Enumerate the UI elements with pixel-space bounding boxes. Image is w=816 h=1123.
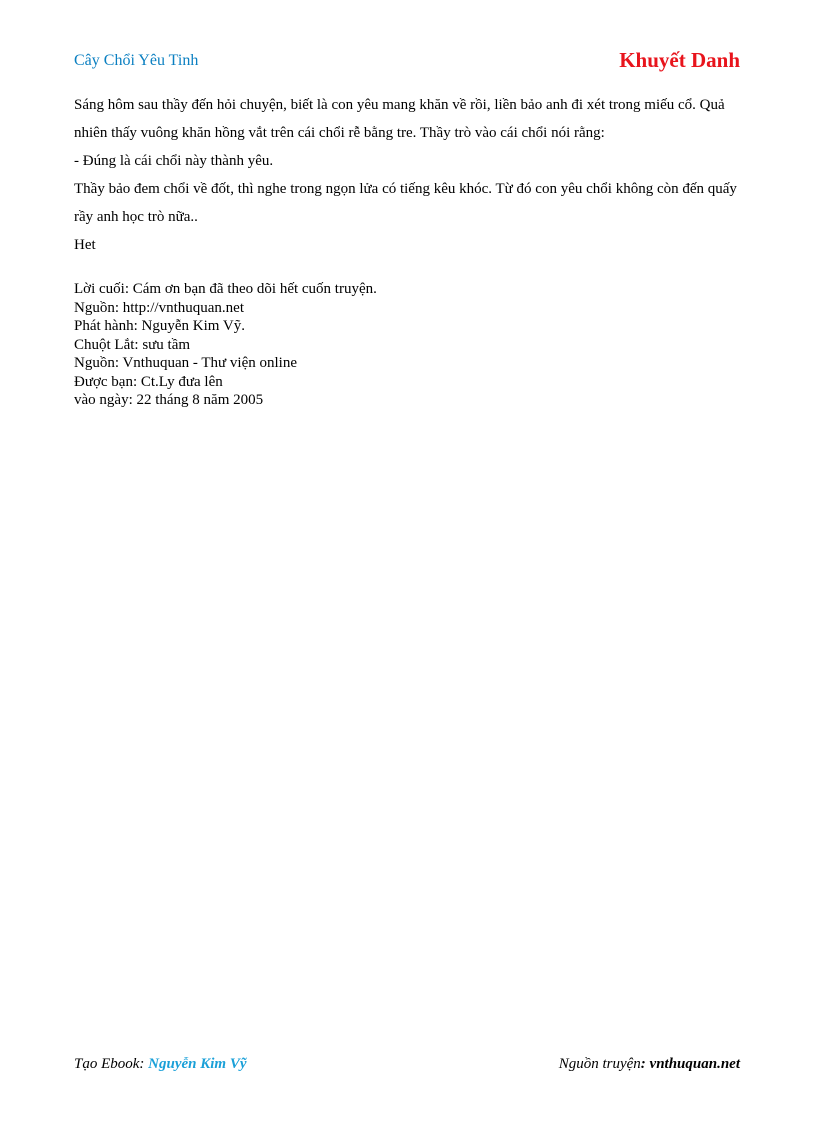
story-paragraph: - Đúng là cái chổi này thành yêu. <box>74 153 274 169</box>
footer-source-label: Nguồn truyện <box>558 1056 641 1072</box>
afterword-block <box>74 280 744 410</box>
page-footer <box>74 1056 740 1078</box>
footer-separator: : <box>139 1056 149 1072</box>
afterword-line: Lời cuối: Cám ơn bạn đã theo dõi hết cuốn truyện. <box>74 281 377 297</box>
footer-source-site: vnthuquan.net <box>649 1056 740 1072</box>
story-paragraph: Thầy bảo đem chổi về đốt, thì nghe trong ngọn lửa có tiếng kêu khóc. Từ đó con yêu chổi không còn đến quấy rầy anh học trò nữa.. <box>74 181 737 225</box>
afterword-line: Nguồn: http://vnthuquan.net <box>74 299 244 316</box>
footer-source-credit <box>559 1056 740 1073</box>
book-title: Cây Chổi Yêu Tinh <box>74 52 199 69</box>
afterword-line: Chuột Lắt: sưu tầm <box>74 336 191 353</box>
story-end-marker: Het <box>74 237 96 253</box>
footer-ebook-label: Tạo Ebook <box>74 1056 140 1072</box>
afterword-line: Phát hành: Nguyễn Kim Vỹ. <box>74 318 245 334</box>
footer-ebook-maker: Nguyễn Kim Vỹ <box>148 1056 247 1072</box>
afterword-line: vào ngày: 22 tháng 8 năm 2005 <box>74 392 264 408</box>
author-name: Khuyết Danh <box>619 48 740 72</box>
story-text <box>74 91 744 259</box>
afterword-line: Được bạn: Ct.Ly đưa lên <box>74 373 223 390</box>
afterword-line: Nguồn: Vnthuquan - Thư viện online <box>74 355 297 371</box>
footer-ebook-credit <box>74 1056 247 1073</box>
footer-separator: : <box>640 1056 650 1072</box>
story-paragraph: Sáng hôm sau thầy đến hỏi chuyện, biết là con yêu mang khăn về rồi, liền bảo anh đi xét trong miếu cổ. Quả nhiên thấy vuông khăn hồng vắt trên cái chổi rễ bằng tre. Thầy trò vào cái chổi nói rằng: <box>74 97 725 141</box>
page-header <box>74 48 740 76</box>
